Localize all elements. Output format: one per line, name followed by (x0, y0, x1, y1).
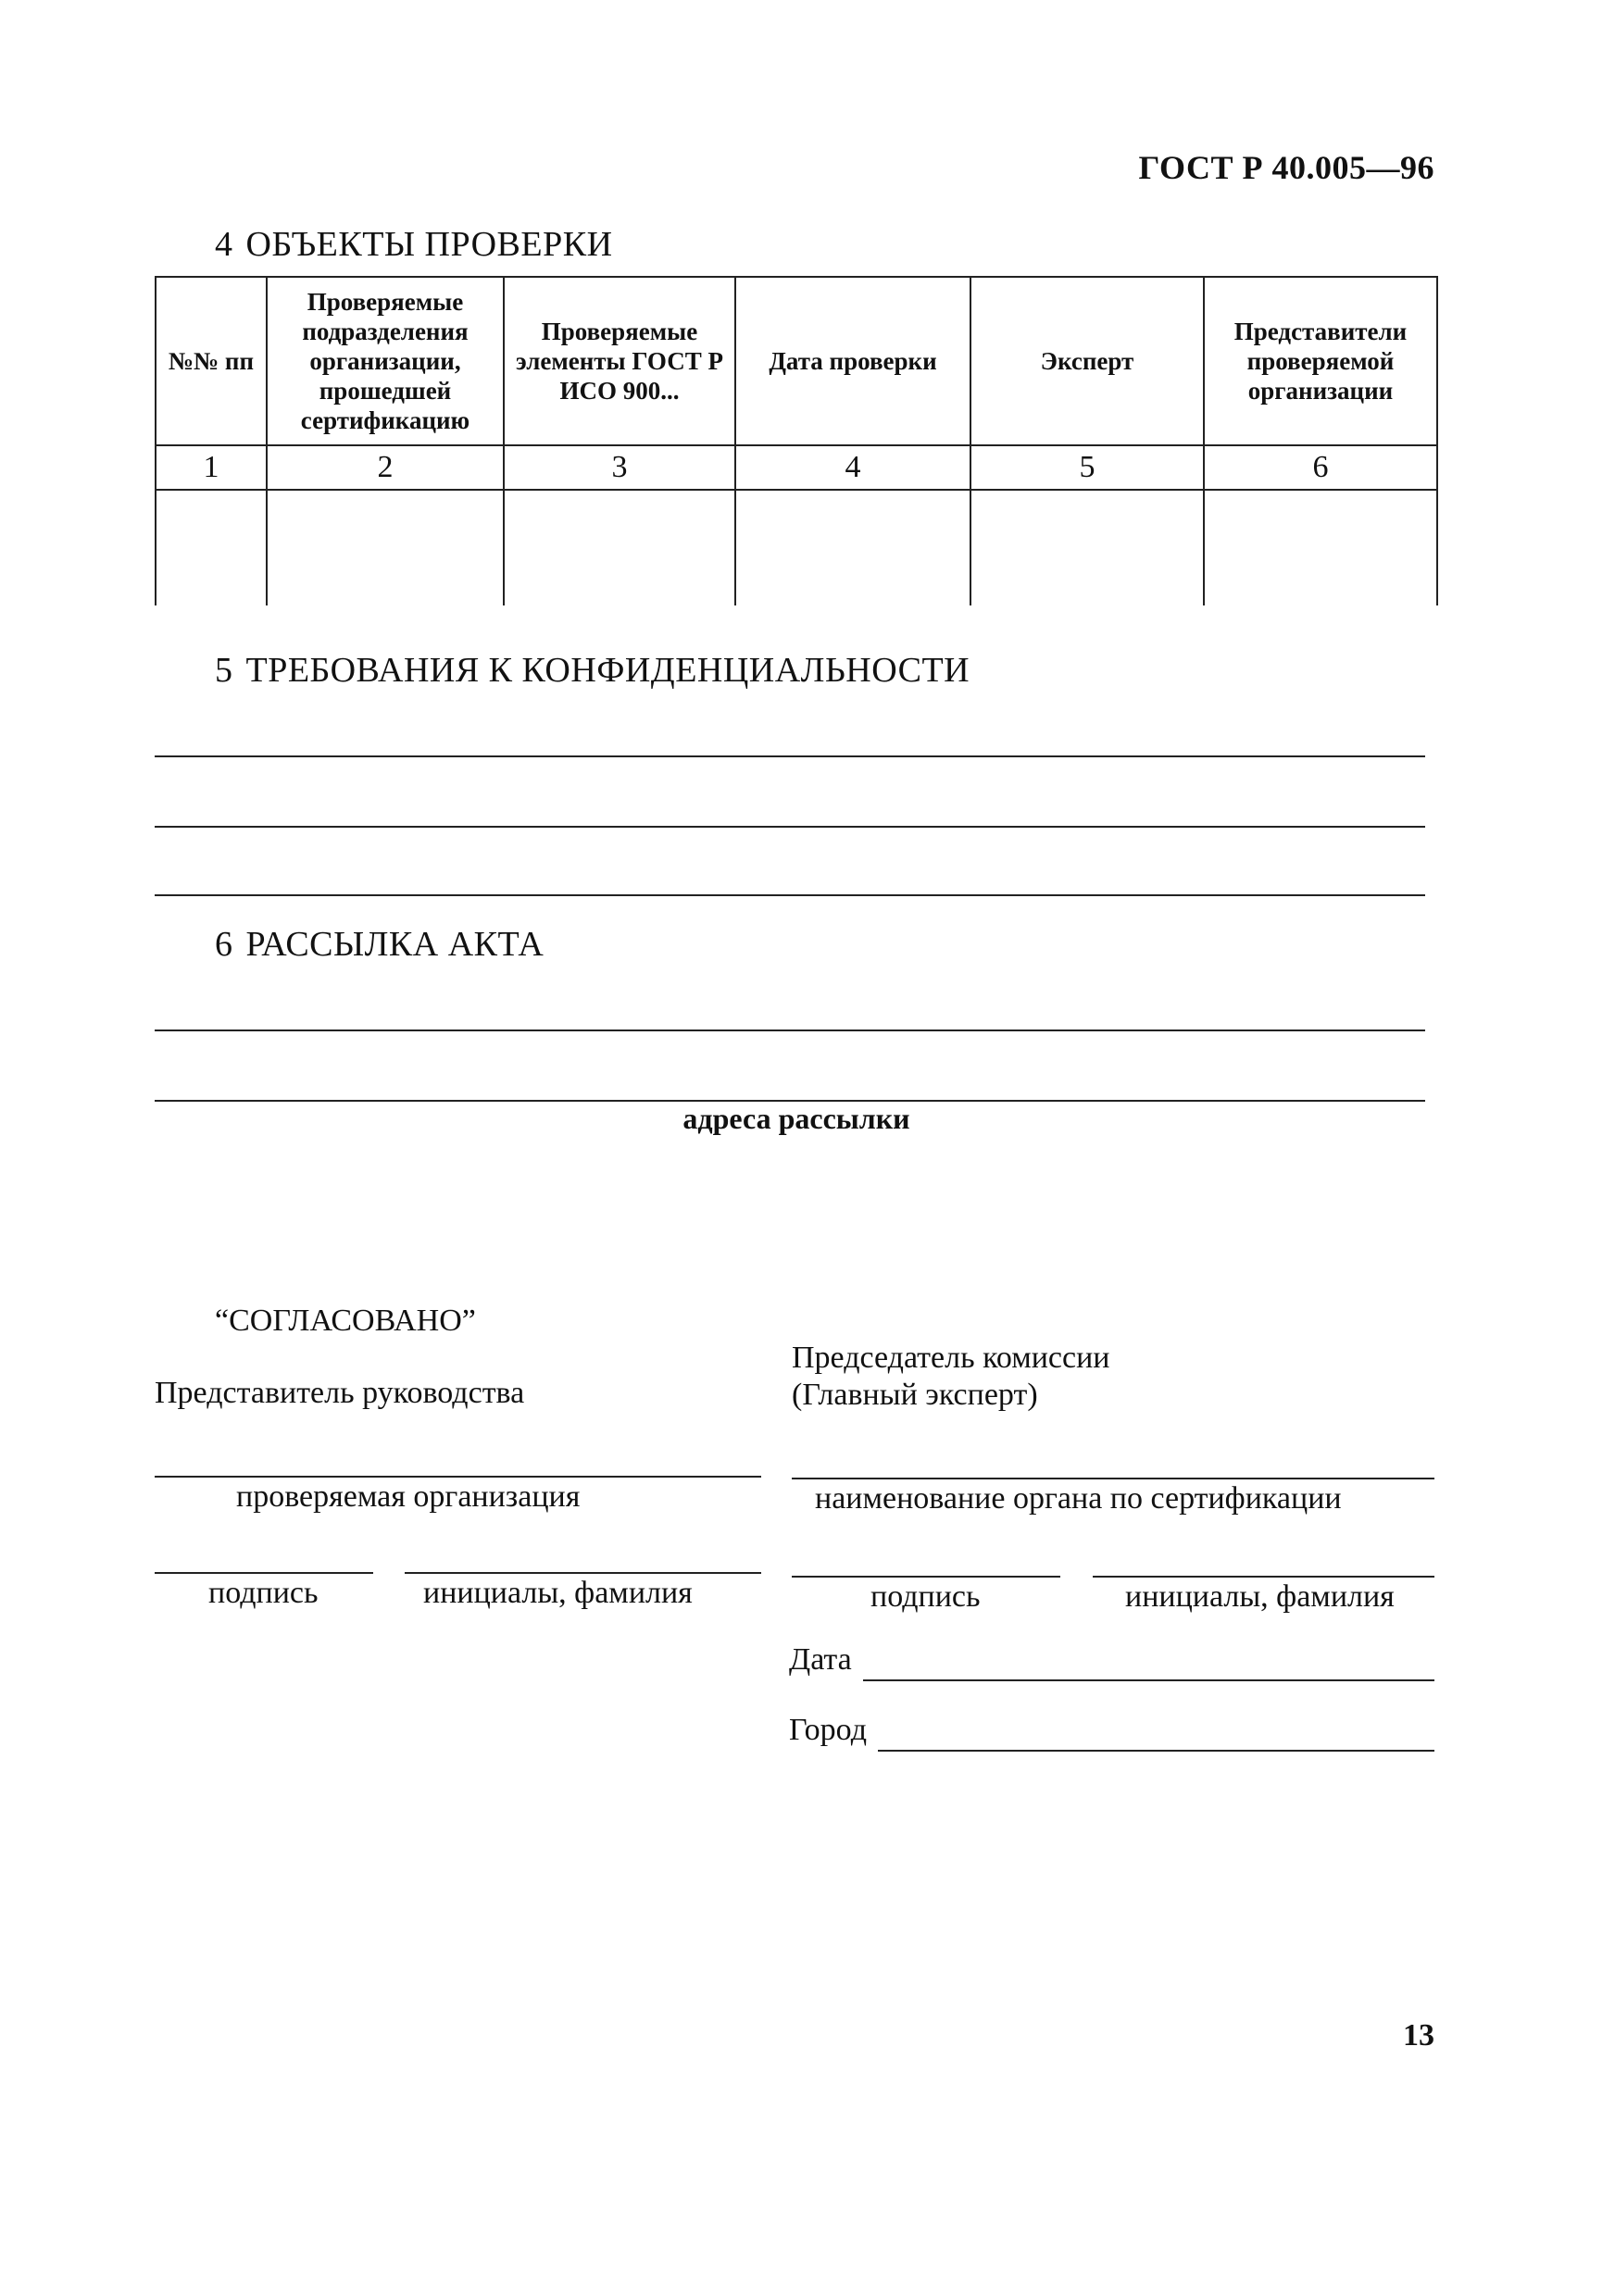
left-signature-caption: подпись (208, 1576, 319, 1610)
table-cell[interactable] (735, 490, 970, 605)
document-code: ГОСТ Р 40.005—96 (1138, 149, 1434, 186)
right-name-caption: инициалы, фамилия (1125, 1579, 1395, 1614)
left-signature-line[interactable] (155, 1572, 373, 1574)
confidentiality-line-1[interactable] (155, 755, 1425, 757)
header-date: Дата проверки (735, 277, 970, 445)
table-header-row (156, 277, 1437, 445)
header-row-number: №№ пп (156, 277, 267, 445)
column-number: 1 (156, 445, 267, 490)
section-5-title: ТРЕБОВАНИЯ К КОНФИДЕНЦИАЛЬНОСТИ (245, 651, 970, 690)
header-departments: Проверяемые подразделения организации, прошедшей сертификацию (267, 277, 504, 445)
table-cell[interactable] (504, 490, 735, 605)
header-elements: Проверяемые элементы ГОСТ Р ИСО 900... (504, 277, 735, 445)
column-number: 6 (1204, 445, 1437, 490)
right-role-line-2: (Главный эксперт) (792, 1378, 1038, 1412)
distribution-addresses-caption: адреса рассылки (682, 1102, 910, 1135)
inspection-objects-table (155, 276, 1438, 605)
table-cell[interactable] (970, 490, 1204, 605)
right-org-caption: наименование органа по сертификации (815, 1481, 1342, 1516)
section-6-heading (215, 924, 544, 965)
left-org-line[interactable] (155, 1476, 761, 1478)
section-4-number: 4 (215, 225, 233, 264)
city-line[interactable] (878, 1750, 1434, 1752)
agreed-stamp-text: “СОГЛАСОВАНО” (215, 1304, 476, 1338)
right-signature-line[interactable] (792, 1576, 1060, 1578)
date-label: Дата (789, 1642, 852, 1677)
left-org-caption: проверяемая организация (236, 1479, 581, 1514)
right-signature-caption: подпись (870, 1579, 981, 1614)
column-number-row (156, 445, 1437, 490)
column-number: 3 (504, 445, 735, 490)
header-expert: Эксперт (970, 277, 1204, 445)
header-representatives: Представители проверяемой организации (1204, 277, 1437, 445)
right-role-line-1: Председатель комиссии (792, 1341, 1110, 1375)
distribution-line-1[interactable] (155, 1029, 1425, 1031)
section-5-number: 5 (215, 651, 233, 690)
left-name-line[interactable] (405, 1572, 761, 1574)
section-6-title: РАССЫЛКА АКТА (245, 925, 545, 964)
table-cell[interactable] (1204, 490, 1437, 605)
table-cell[interactable] (156, 490, 267, 605)
column-number: 5 (970, 445, 1204, 490)
section-5-heading (215, 650, 970, 691)
left-role-label: Представитель руководства (155, 1376, 525, 1410)
section-6-number: 6 (215, 925, 233, 964)
section-4-heading (215, 224, 613, 265)
date-line[interactable] (863, 1679, 1434, 1681)
confidentiality-line-2[interactable] (155, 826, 1425, 828)
city-label: Город (789, 1713, 867, 1747)
table-row (156, 490, 1437, 605)
column-number: 4 (735, 445, 970, 490)
table-cell[interactable] (267, 490, 504, 605)
section-4-title: ОБЪЕКТЫ ПРОВЕРКИ (245, 225, 613, 264)
column-number: 2 (267, 445, 504, 490)
right-name-line[interactable] (1093, 1576, 1434, 1578)
confidentiality-line-3[interactable] (155, 894, 1425, 896)
left-name-caption: инициалы, фамилия (423, 1576, 693, 1610)
page-number: 13 (1403, 2018, 1434, 2053)
right-org-line[interactable] (792, 1478, 1434, 1479)
